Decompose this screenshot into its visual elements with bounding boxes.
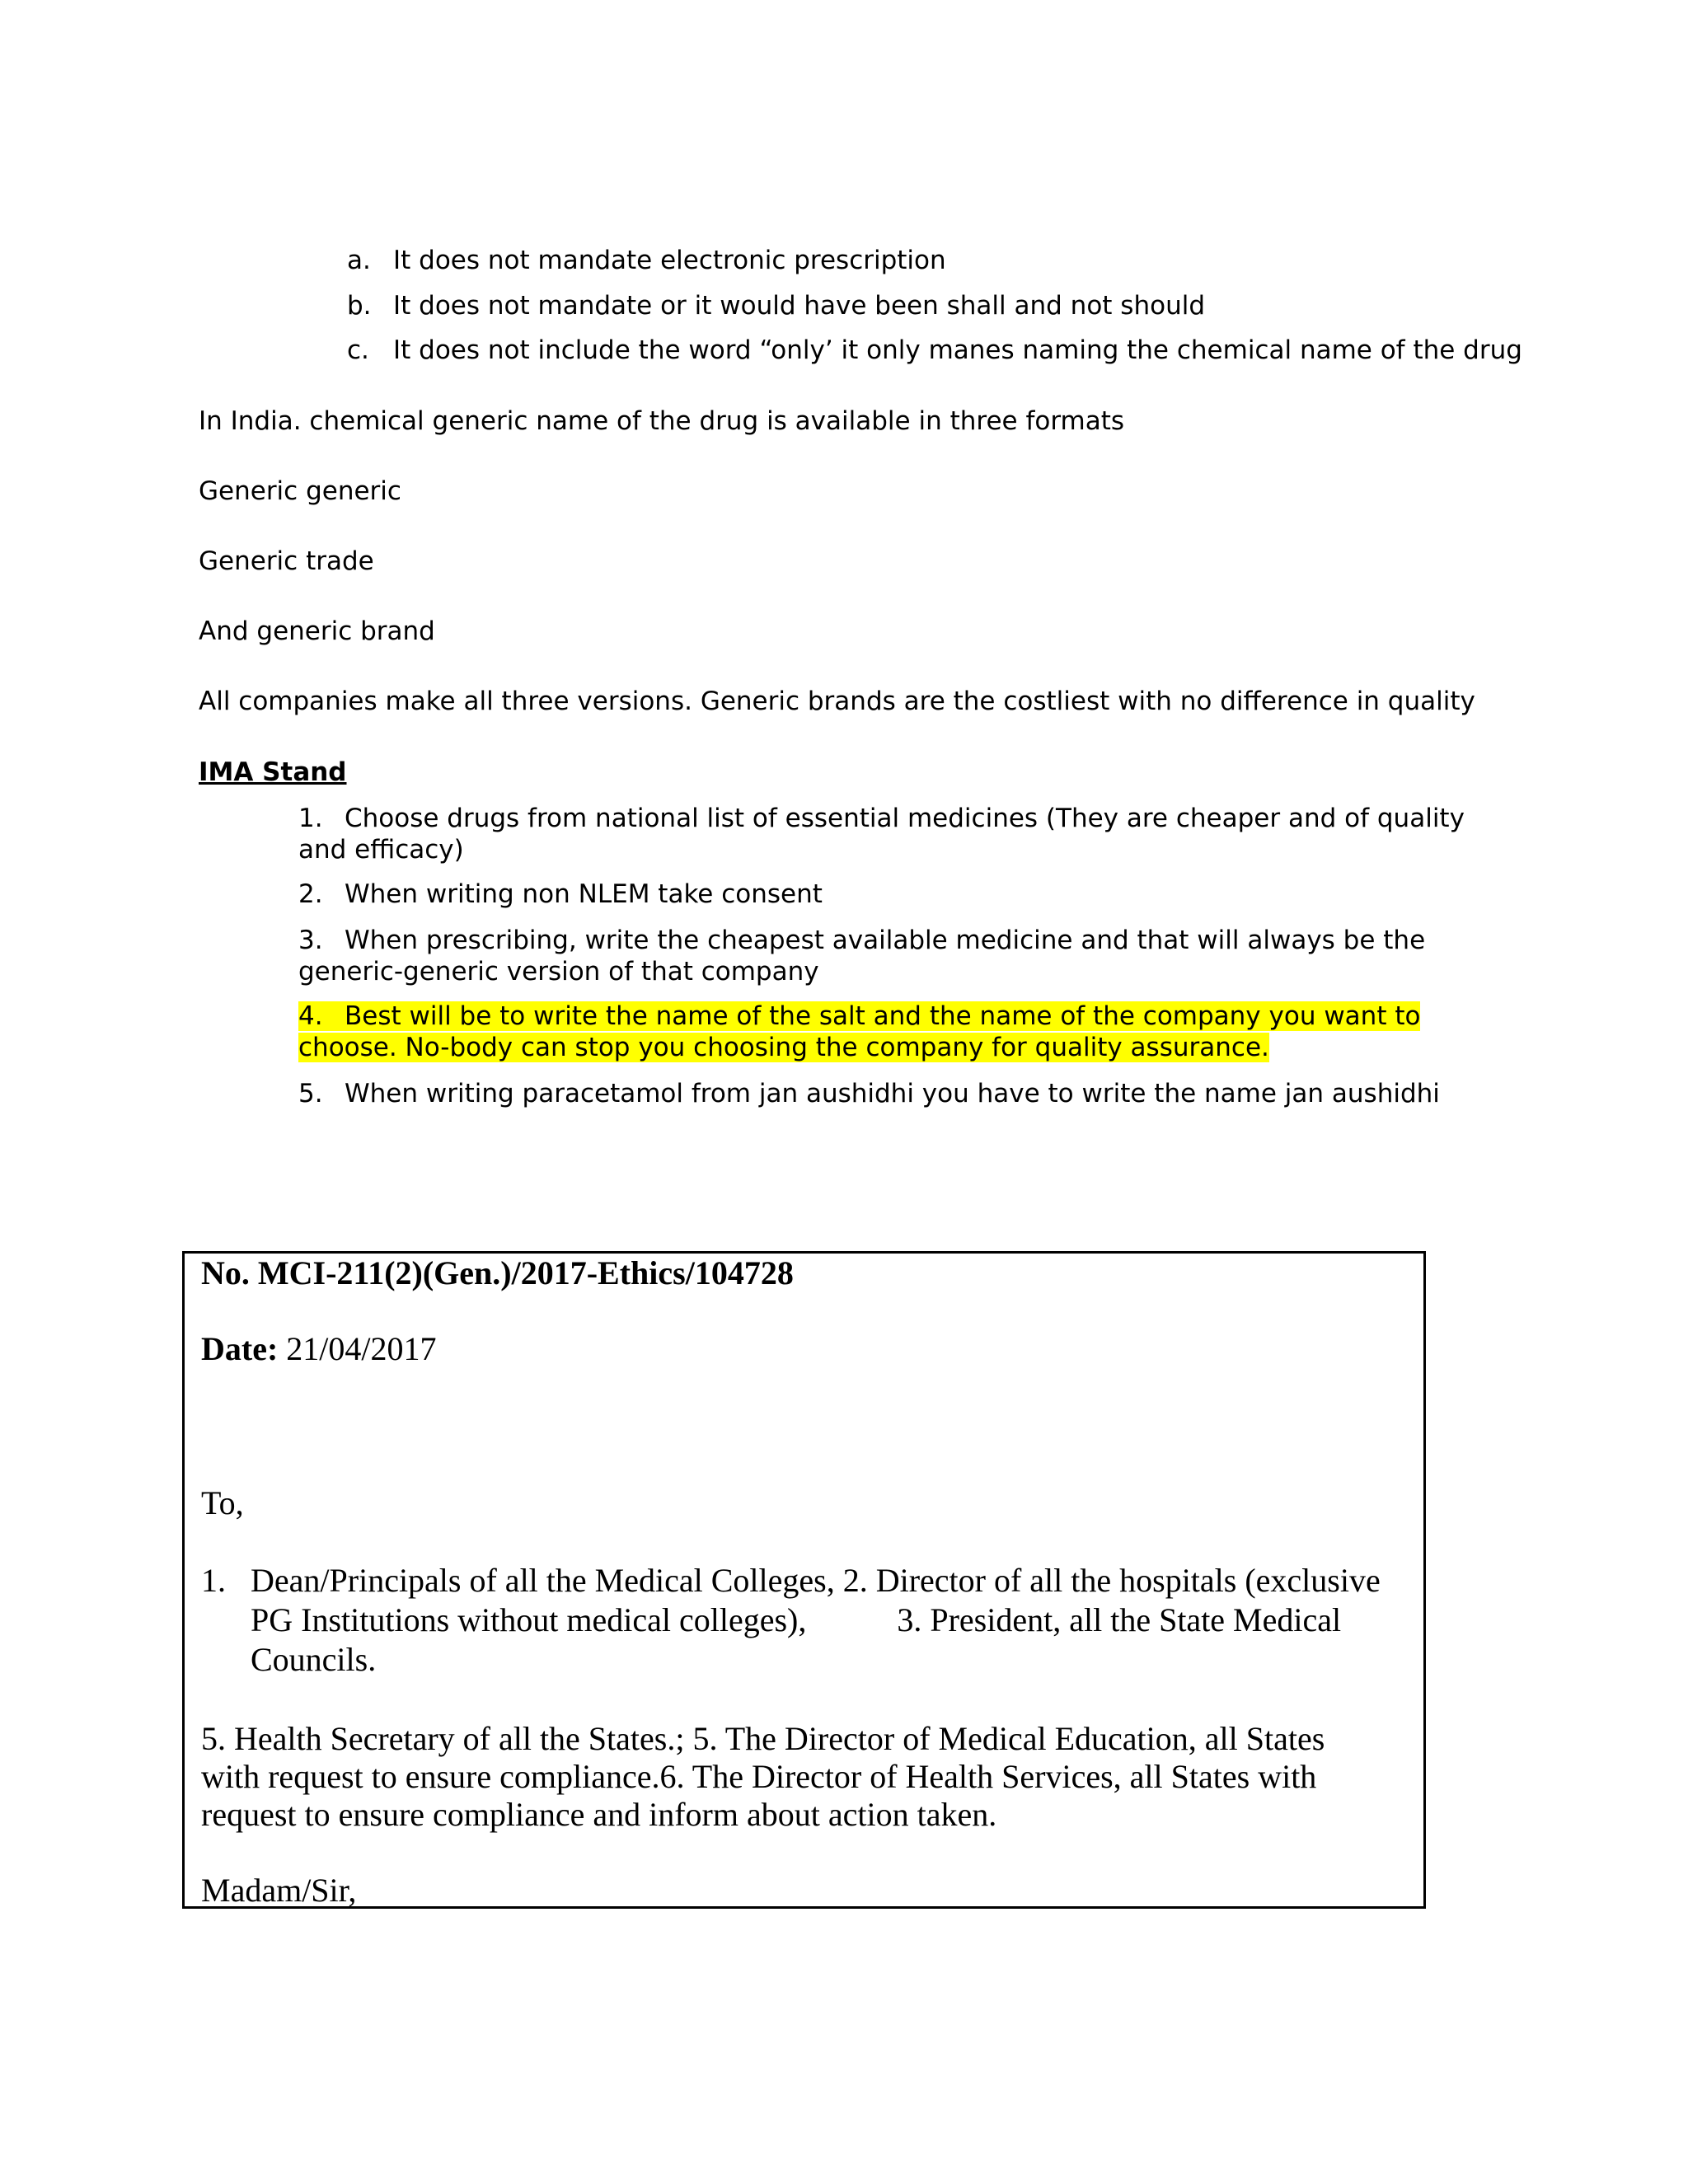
- list-item-text: It does not mandate electronic prescription: [393, 246, 946, 275]
- recipients-line-3: Councils.: [251, 1641, 377, 1678]
- list-item-b: [347, 290, 1205, 321]
- list-item-text: It does not include the word “only’ it only manes naming the chemical name of the drug: [393, 335, 1522, 365]
- ima-item-4: [298, 1001, 1469, 1063]
- list-item-c: [347, 335, 1522, 366]
- list-item-text: When writing non NLEM take consent: [345, 879, 823, 909]
- highlight: [298, 1001, 1420, 1062]
- list-item-text: It does not mandate or it would have been shall and not should: [393, 291, 1206, 321]
- formats-intro: In India. chemical generic name of the drug is available in three formats: [199, 406, 1125, 436]
- ima-item-2: [298, 879, 1469, 910]
- list-marker: 1.: [298, 804, 323, 833]
- letter-date: [201, 1329, 437, 1368]
- list-marker: 4.: [298, 1001, 323, 1031]
- date-value: 21/04/2017: [286, 1330, 437, 1367]
- ima-item-5: [298, 1078, 1469, 1109]
- list-item-text: When writing paracetamol from jan aushidhi you have to write the name jan aushidhi: [345, 1079, 1440, 1108]
- ima-item-3: [298, 925, 1469, 987]
- date-label: Date:: [201, 1330, 279, 1367]
- secretary-line-1: 5. Health Secretary of all the States.; 5. The Director of Medical Education, all States: [201, 1720, 1325, 1757]
- format-generic-brand: And generic brand: [199, 616, 435, 646]
- recipients-text-2a: PG Institutions without medical colleges),: [251, 1601, 807, 1638]
- list-marker: b.: [347, 291, 372, 321]
- salutation: Madam/Sir,: [201, 1872, 357, 1909]
- recipients-text-2b: 3. President, all the State Medical: [897, 1601, 1342, 1638]
- recipients-line-1: [201, 1561, 1381, 1600]
- list-marker: a.: [347, 246, 371, 275]
- list-item-a: [347, 245, 946, 276]
- letter-to: To,: [201, 1484, 244, 1521]
- list-item-text: When prescribing, write the cheapest available medicine and that will always be the generic-generic version of that company: [298, 926, 1426, 987]
- letter-box: [182, 1251, 1426, 1909]
- list-marker: 5.: [298, 1079, 323, 1108]
- companies-note: All companies make all three versions. Generic brands are the costliest with no difference in quality: [199, 687, 1475, 716]
- list-marker: 3.: [298, 926, 323, 955]
- list-marker: 2.: [298, 879, 323, 909]
- secretary-line-2: with request to ensure compliance.6. The Director of Health Services, all States with: [201, 1758, 1317, 1795]
- list-marker: c.: [347, 335, 369, 365]
- recipients-marker: 1.: [201, 1562, 226, 1599]
- format-generic-generic: Generic generic: [199, 476, 401, 506]
- secretary-line-3: request to ensure compliance and inform about action taken.: [201, 1796, 997, 1833]
- ima-stand-heading: IMA Stand: [199, 757, 347, 787]
- list-item-text: Best will be to write the name of the salt and the name of the company you want to choose. No-body can stop you choosing the company for quality assurance.: [298, 1001, 1421, 1062]
- ima-item-1: [298, 803, 1469, 865]
- recipients-line-2: [251, 1601, 1341, 1639]
- recipients-text-1: Dean/Principals of all the Medical Colleges, 2. Director of all the hospitals (exclusive: [251, 1562, 1381, 1599]
- letter-reference: No. MCI-211(2)(Gen.)/2017-Ethics/104728: [201, 1254, 794, 1291]
- list-item-text: Choose drugs from national list of essential medicines (They are cheaper and of quality and efficacy): [298, 804, 1465, 865]
- format-generic-trade: Generic trade: [199, 546, 374, 576]
